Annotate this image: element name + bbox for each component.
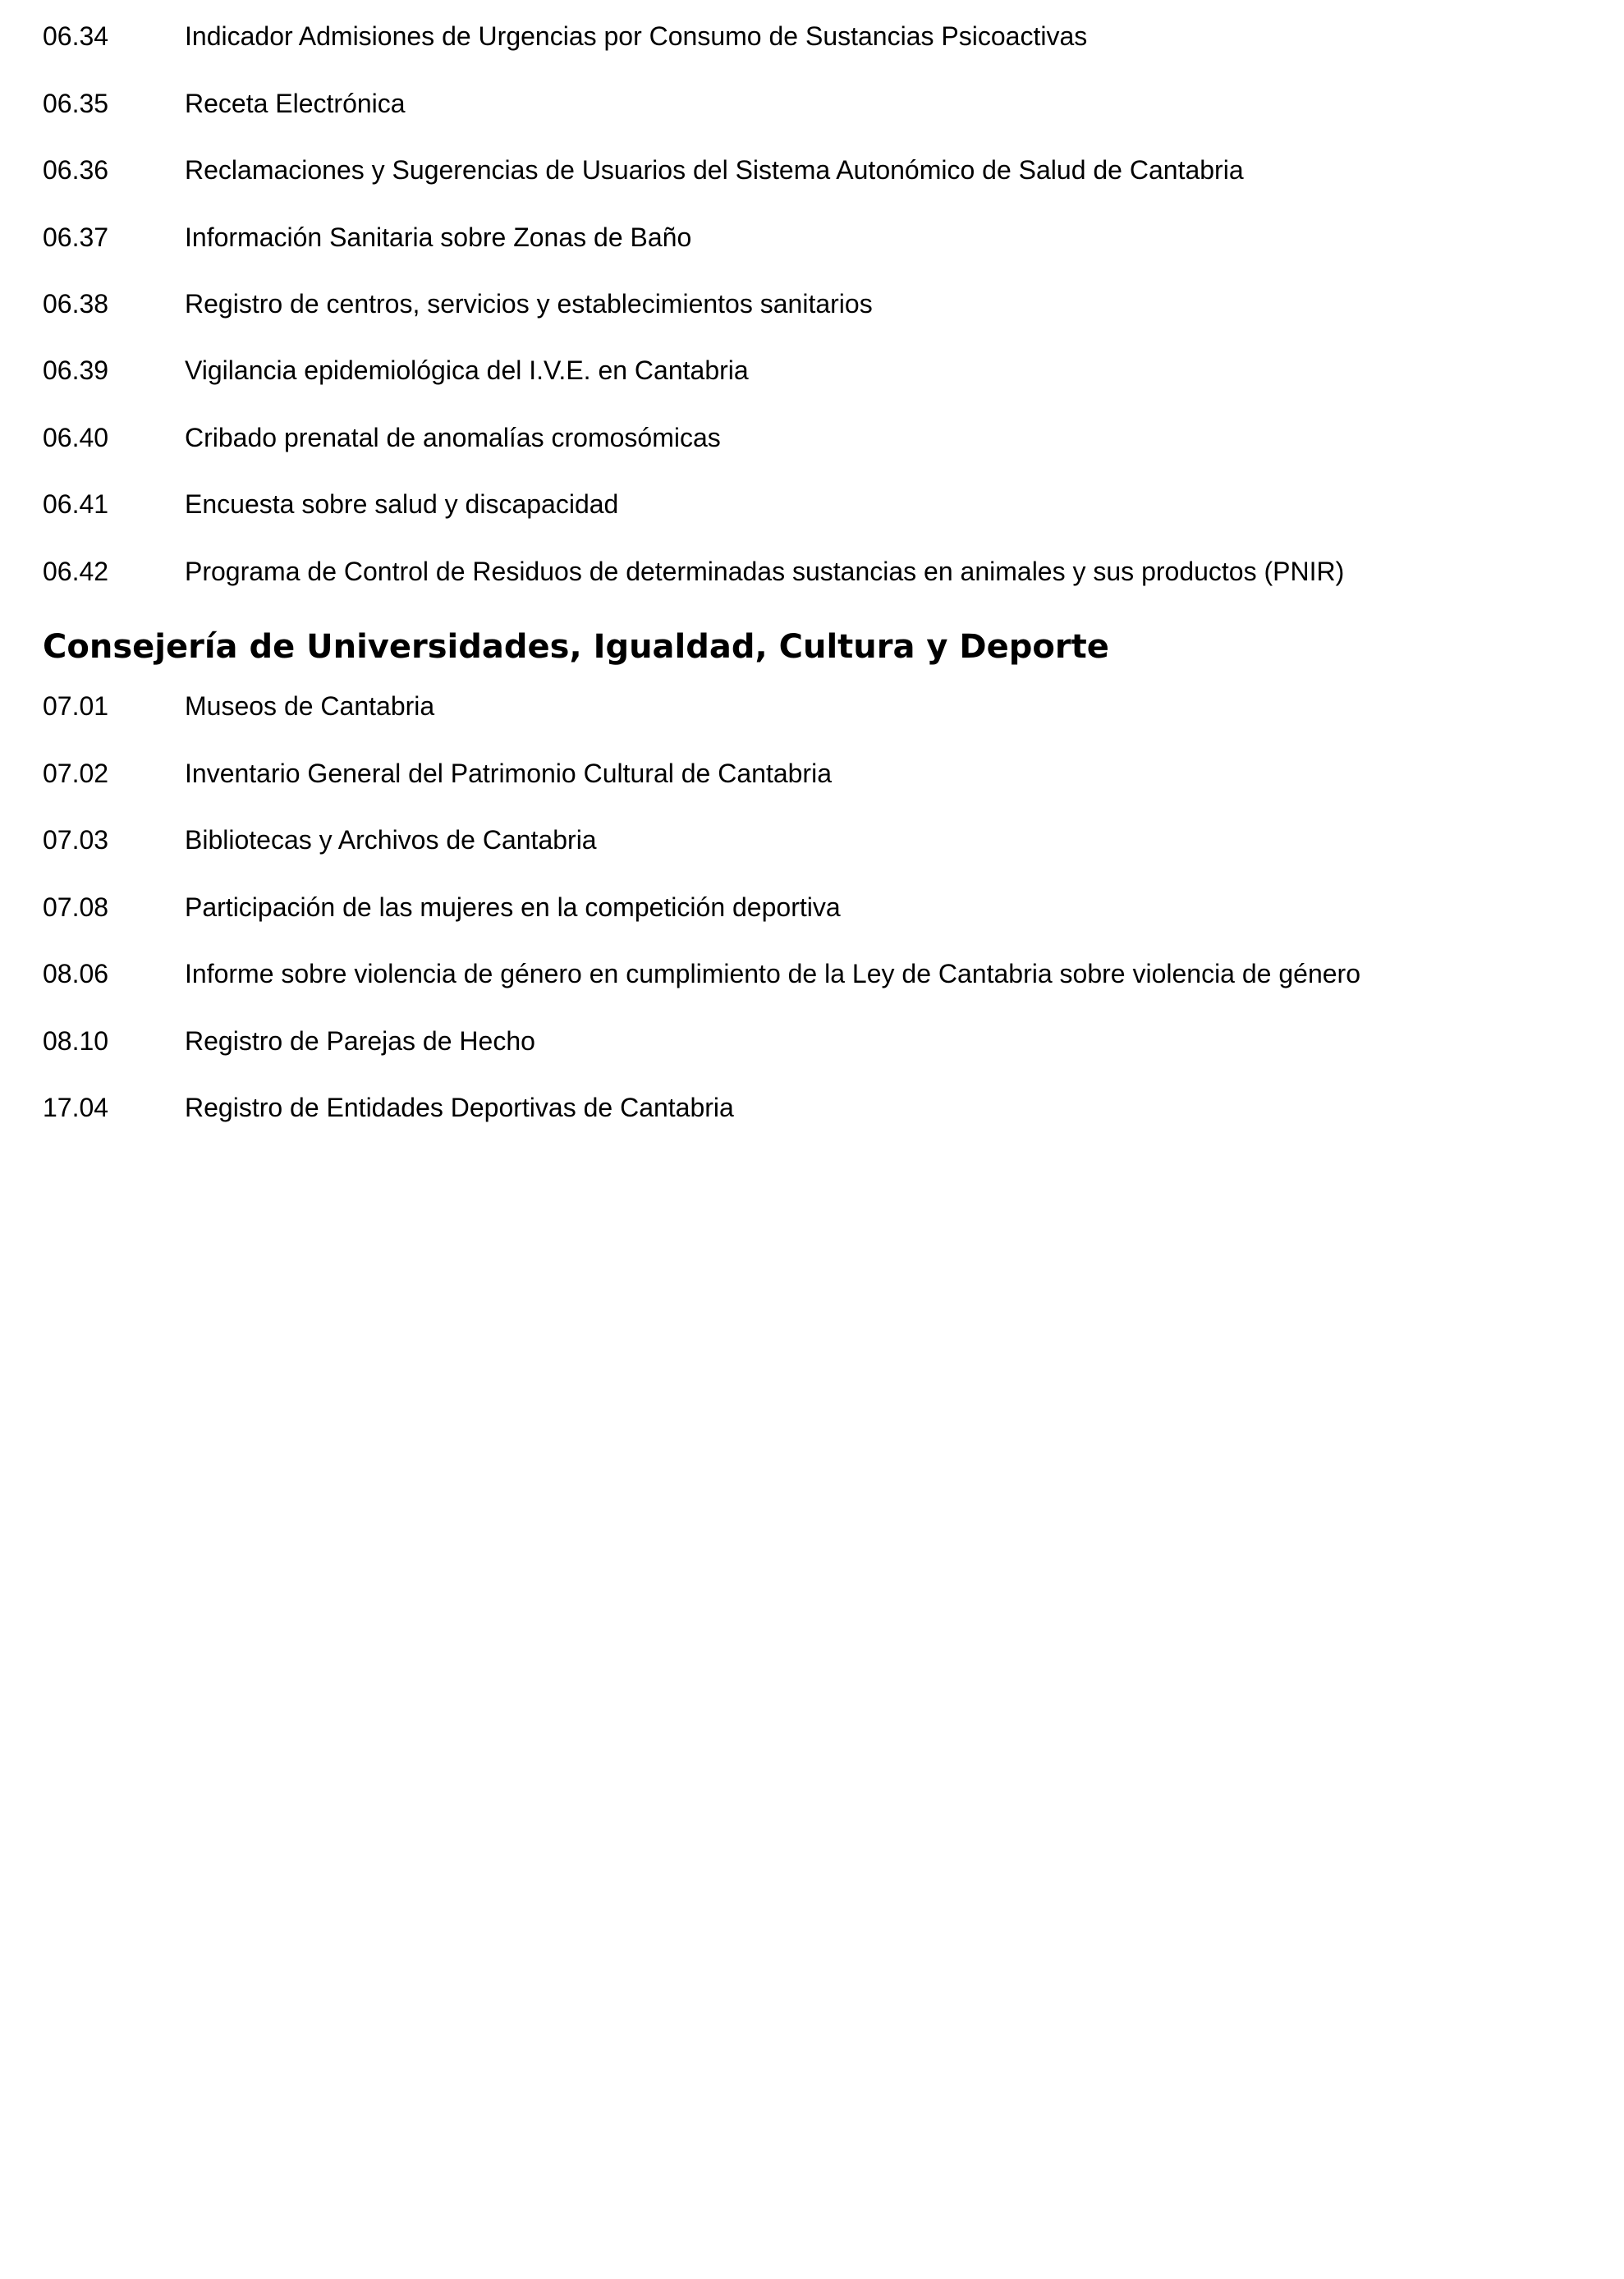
item-title: Registro de Entidades Deportivas de Cantabria bbox=[185, 1093, 734, 1122]
list-item bbox=[43, 887, 1586, 928]
list-item bbox=[43, 753, 1586, 794]
item-code: 06.37 bbox=[43, 222, 109, 252]
item-code: 07.08 bbox=[43, 892, 109, 922]
list-item bbox=[43, 686, 1586, 727]
list-item bbox=[43, 819, 1586, 860]
item-code: 06.40 bbox=[43, 423, 109, 452]
item-title: Encuesta sobre salud y discapacidad bbox=[185, 489, 619, 519]
item-code: 08.06 bbox=[43, 959, 109, 988]
item-code: 08.10 bbox=[43, 1026, 109, 1056]
section-heading: Consejería de Universidades, Igualdad, Cultura y Deporte bbox=[43, 628, 1109, 666]
list-item bbox=[43, 1020, 1586, 1062]
item-code: 07.01 bbox=[43, 691, 109, 721]
item-title: Informe sobre violencia de género en cumplimiento de la Ley de Cantabria sobre violencia de género bbox=[185, 959, 1360, 988]
item-code: 06.42 bbox=[43, 557, 109, 586]
list-item bbox=[43, 1087, 1586, 1128]
item-title: Inventario General del Patrimonio Cultural de Cantabria bbox=[185, 759, 832, 788]
item-code: 06.34 bbox=[43, 21, 109, 51]
item-title: Vigilancia epidemiológica del I.V.E. en Cantabria bbox=[185, 355, 749, 385]
item-code: 17.04 bbox=[43, 1093, 109, 1122]
item-title: Programa de Control de Residuos de determinadas sustancias en animales y sus productos (PNIR) bbox=[185, 557, 1345, 586]
item-code: 06.41 bbox=[43, 489, 109, 519]
list-item bbox=[43, 417, 1586, 458]
item-code: 06.35 bbox=[43, 89, 109, 118]
list-item bbox=[43, 283, 1586, 324]
item-code: 06.36 bbox=[43, 155, 109, 185]
list-item bbox=[43, 484, 1586, 525]
item-title: Reclamaciones y Sugerencias de Usuarios del Sistema Autonómico de Salud de Cantabria bbox=[185, 155, 1244, 185]
item-title: Registro de Parejas de Hecho bbox=[185, 1026, 535, 1056]
item-title: Registro de centros, servicios y establecimientos sanitarios bbox=[185, 289, 873, 319]
item-code: 07.03 bbox=[43, 825, 109, 855]
list-item bbox=[43, 953, 1586, 994]
item-code: 07.02 bbox=[43, 759, 109, 788]
item-title: Cribado prenatal de anomalías cromosómicas bbox=[185, 423, 721, 452]
item-code: 06.38 bbox=[43, 289, 109, 319]
item-code: 06.39 bbox=[43, 355, 109, 385]
list-item bbox=[43, 149, 1586, 190]
item-title: Información Sanitaria sobre Zonas de Baño bbox=[185, 222, 692, 252]
list-item bbox=[43, 350, 1586, 391]
item-title: Museos de Cantabria bbox=[185, 691, 435, 721]
list-item bbox=[43, 551, 1586, 592]
item-title: Receta Electrónica bbox=[185, 89, 406, 118]
list-item bbox=[43, 217, 1586, 258]
item-title: Participación de las mujeres en la competición deportiva bbox=[185, 892, 841, 922]
list-item bbox=[43, 16, 1586, 57]
item-title: Bibliotecas y Archivos de Cantabria bbox=[185, 825, 597, 855]
item-title: Indicador Admisiones de Urgencias por Consumo de Sustancias Psicoactivas bbox=[185, 21, 1088, 51]
list-item bbox=[43, 83, 1586, 124]
